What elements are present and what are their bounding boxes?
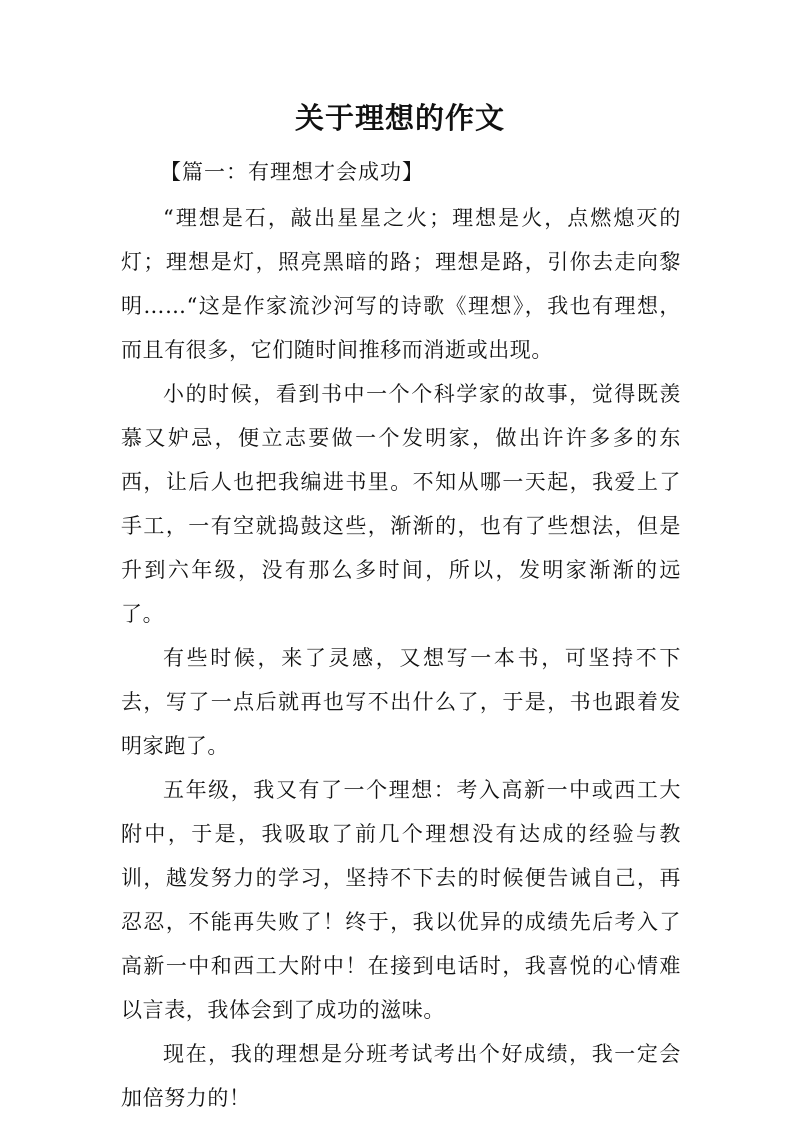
paragraph: 小的时候，看到书中一个个科学家的故事，觉得既羡慕又妒忌，便立志要做一个发明家，做出许许多多的东西，让后人也把我编进书里。不知从哪一天起，我爱上了手工，一有空就捣鼓这些，渐渐的，也有了些想法，但是升到六年级，没有那么多时间，所以，发明家渐渐的远了。 xyxy=(121,382,681,626)
section-heading: 【篇一：有理想才会成功】 xyxy=(160,160,424,184)
essay-body xyxy=(121,196,681,1120)
paragraph: 有些时候，来了灵感，又想写一本书，可坚持不下去，写了一点后就再也写不出什么了，于是，书也跟着发明家跑了。 xyxy=(121,646,681,758)
paragraph: 现在，我的理想是分班考试考出个好成绩，我一定会加倍努力的！ xyxy=(121,1042,681,1110)
paragraph: “理想是石，敲出星星之火；理想是火，点燃熄灭的灯；理想是灯，照亮黑暗的路；理想是路，引你去走向黎明……“这是作家流沙河写的诗歌《理想》，我也有理想，而且有很多，它们随时间推移而消逝或出现。 xyxy=(121,206,681,362)
paragraph: 五年级，我又有了一个理想：考入高新一中或西工大附中，于是，我吸取了前几个理想没有达成的经验与教训，越发努力的学习，坚持不下去的时候便告诫自己，再忍忍，不能再失败了！终于，我以优异的成绩先后考入了高新一中和西工大附中！在接到电话时，我喜悦的心情难以言表，我体会到了成功的滋味。 xyxy=(121,778,681,1022)
page-title: 关于理想的作文 xyxy=(294,101,505,135)
